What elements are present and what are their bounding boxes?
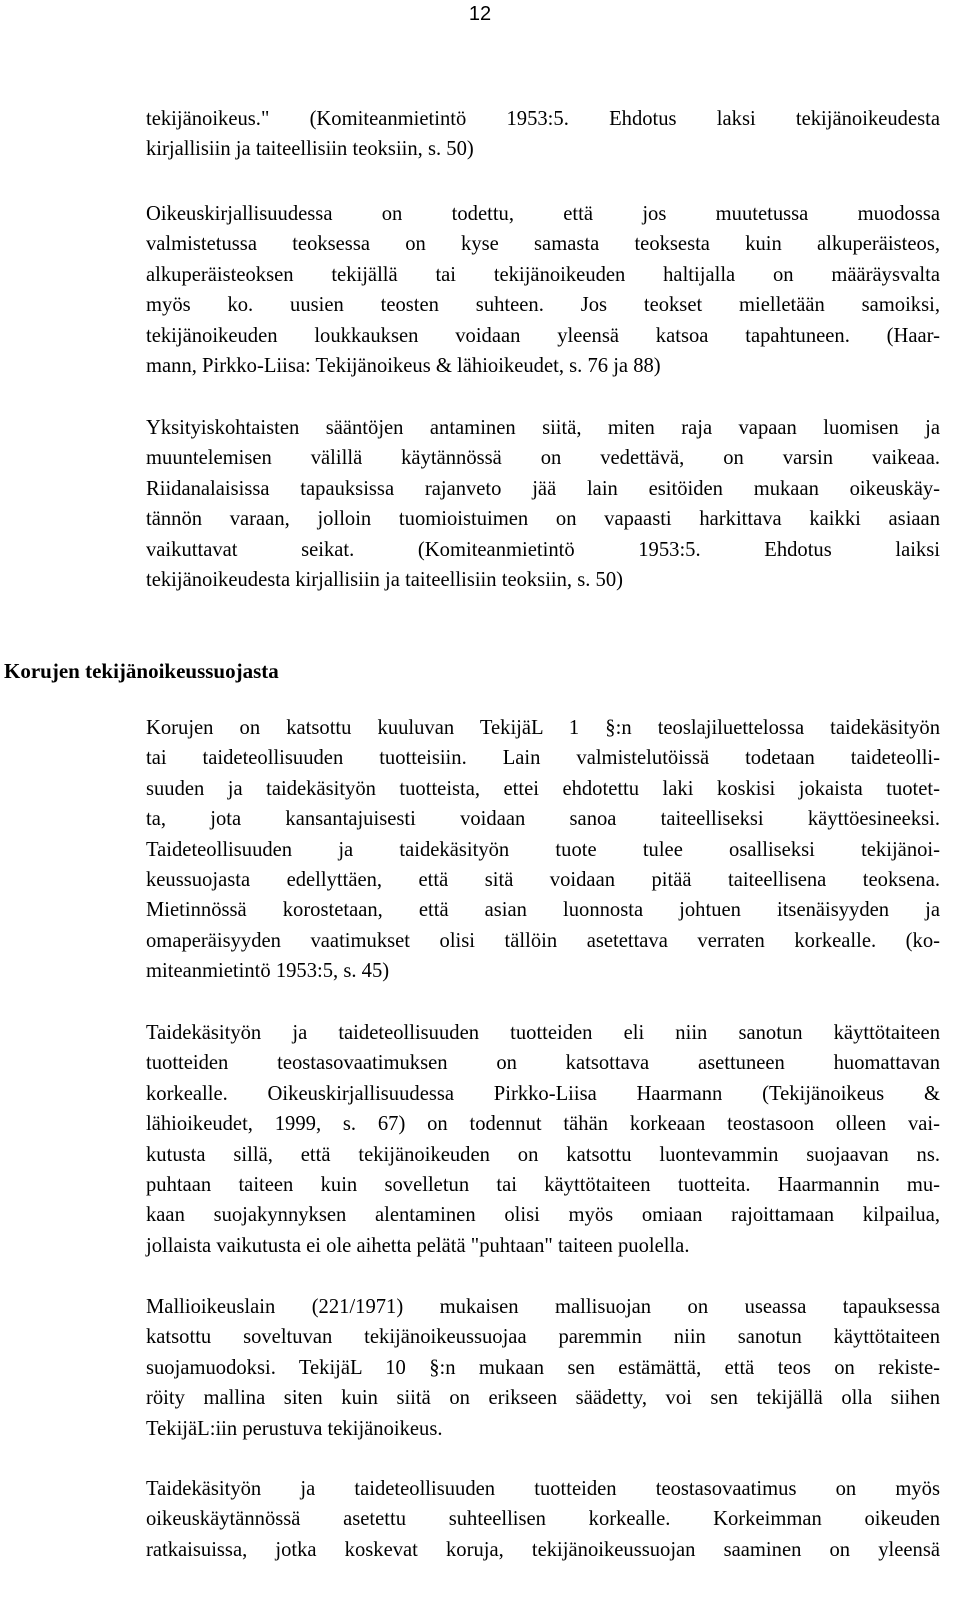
text-line: tännön varaan, jolloin tuomioistuimen on vapaasti harkittava kaikki asiaan [146, 508, 940, 531]
text-line: tekijänoikeus." (Komiteanmietintö 1953:5. Ehdotus laksi tekijänoikeudesta [146, 108, 940, 130]
section-heading: Korujen tekijänoikeussuojasta [4, 659, 279, 683]
text-line: vaikuttavat seikat. (Komiteanmietintö 1953:5. Ehdotus laiksi [146, 538, 940, 561]
text-line: Oikeuskirjallisuudessa on todettu, että jos muutetussa muodossa [146, 203, 940, 225]
text-line: Taidekäsityön ja taideteollisuuden tuotteiden eli niin sanotun käyttötaiteen [146, 1022, 940, 1044]
text-line: oikeuskäytännössä asetettu suhteellisen korkealle. Korkeimman oikeuden [146, 1508, 940, 1531]
text-line: kutusta sillä, että tekijänoikeuden on katsottu luontevammin suojaavan ns. [146, 1143, 940, 1166]
text-line: Taideteollisuuden ja taidekäsityön tuote tulee osalliseksi tekijänoi- [146, 838, 940, 861]
text-line: jollaista vaikutusta ei ole aihetta pelätä "puhtaan" taiteen puolella. [146, 1234, 690, 1257]
text-line: tekijänoikeuden loukkauksen voidaan yleensä katsoa tapahtuneen. (Haar- [146, 324, 940, 347]
text-line: röity mallina siten kuin siitä on erikseen säädetty, voi sen tekijällä olla siihen [146, 1387, 940, 1410]
text-line: korkealle. Oikeuskirjallisuudessa Pirkko-Liisa Haarmann (Tekijänoikeus & [146, 1082, 940, 1105]
paragraph-derivative-works [146, 199, 940, 381]
text-line: Mallioikeuslain (221/1971) mukaisen mallisuojan on useassa tapauksessa [146, 1296, 940, 1318]
text-line: tai taideteollisuuden tuotteisiin. Lain valmistelutöissä todetaan taideteolli- [146, 747, 940, 770]
text-line: suuden ja taidekäsityön tuotteista, ettei ehdotettu laki koskisi jokaista tuotet- [146, 777, 940, 800]
text-line: alkuperäisteoksen tekijällä tai tekijänoikeuden haltijalla on määräysvalta [146, 263, 940, 286]
text-line: kirjallisiin ja taiteellisiin teoksiin, s. 50) [146, 138, 474, 161]
page-number: 12 [468, 3, 492, 25]
text-line: ta, jota kansantajuisesti voidaan sanoa taiteelliseksi käyttöesineeksi. [146, 808, 940, 831]
paragraph-case-law [146, 1474, 940, 1565]
text-line: katsottu soveltuvan tekijänoikeussuojaa paremmin niin sanotun käyttötaiteen [146, 1326, 940, 1349]
text-line: mann, Pirkko-Liisa: Tekijänoikeus & lähioikeudet, s. 76 ja 88) [146, 355, 661, 378]
paragraph-boundary-rules [146, 413, 940, 595]
text-line: muuntelemisen välillä käytännössä on vedettävä, on varsin vaikeaa. [146, 447, 940, 470]
text-line: omaperäisyyden vaatimukset olisi tällöin asetettava verraten korkealle. (ko- [146, 929, 940, 952]
text-line: kaan suojakynnyksen alentaminen olisi myös omiaan rajoittamaan kilpailua, [146, 1204, 940, 1227]
paragraph-quote-end [146, 104, 940, 165]
text-line: valmistetussa teoksessa on kyse samasta teoksesta kuin alkuperäisteos, [146, 233, 940, 256]
text-line: Yksityiskohtaisten sääntöjen antaminen siitä, miten raja vapaan luomisen ja [146, 417, 940, 439]
text-line: keussuojasta edellyttäen, että sitä voidaan pitää taiteellisena teoksena. [146, 869, 940, 892]
paragraph-applied-art-threshold [146, 1018, 940, 1261]
text-line: miteanmietintö 1953:5, s. 45) [146, 960, 390, 983]
text-line: Riidanalaisissa tapauksissa rajanveto jää lain esitöiden mukaan oikeuskäy- [146, 477, 940, 500]
text-line: Mietinnössä korostetaan, että asian luonnosta johtuen itsenäisyyden ja [146, 899, 940, 922]
text-line: puhtaan taiteen kuin sovelletun tai käyttötaiteen tuotteita. Haarmannin mu- [146, 1174, 940, 1197]
text-line: Korujen on katsottu kuuluvan TekijäL 1 §:n teoslajiluettelossa taidekäsityön [146, 717, 940, 739]
text-line: tuotteiden teostasovaatimuksen on katsottava asettuneen huomattavan [146, 1052, 940, 1075]
text-line: lähioikeudet, 1999, s. 67) on todennut tähän korkeaan teostasoon olleen vai- [146, 1113, 940, 1136]
paragraph-design-protection [146, 1292, 940, 1444]
text-line: myös ko. uusien teosten suhteen. Jos teokset mielletään samoiksi, [146, 294, 940, 317]
paragraph-jewelry-classification [146, 713, 940, 987]
text-line: Taidekäsityön ja taideteollisuuden tuotteiden teostasovaatimus on myös [146, 1478, 940, 1500]
text-line: ratkaisuissa, jotka koskevat koruja, tekijänoikeussuojan saaminen on yleensä [146, 1538, 940, 1561]
text-line: TekijäL:iin perustuva tekijänoikeus. [146, 1417, 443, 1440]
text-line: suojamuodoksi. TekijäL 10 §:n mukaan sen estämättä, että teos on rekiste- [146, 1356, 940, 1379]
text-line: tekijänoikeudesta kirjallisiin ja taiteellisiin teoksiin, s. 50) [146, 569, 623, 592]
